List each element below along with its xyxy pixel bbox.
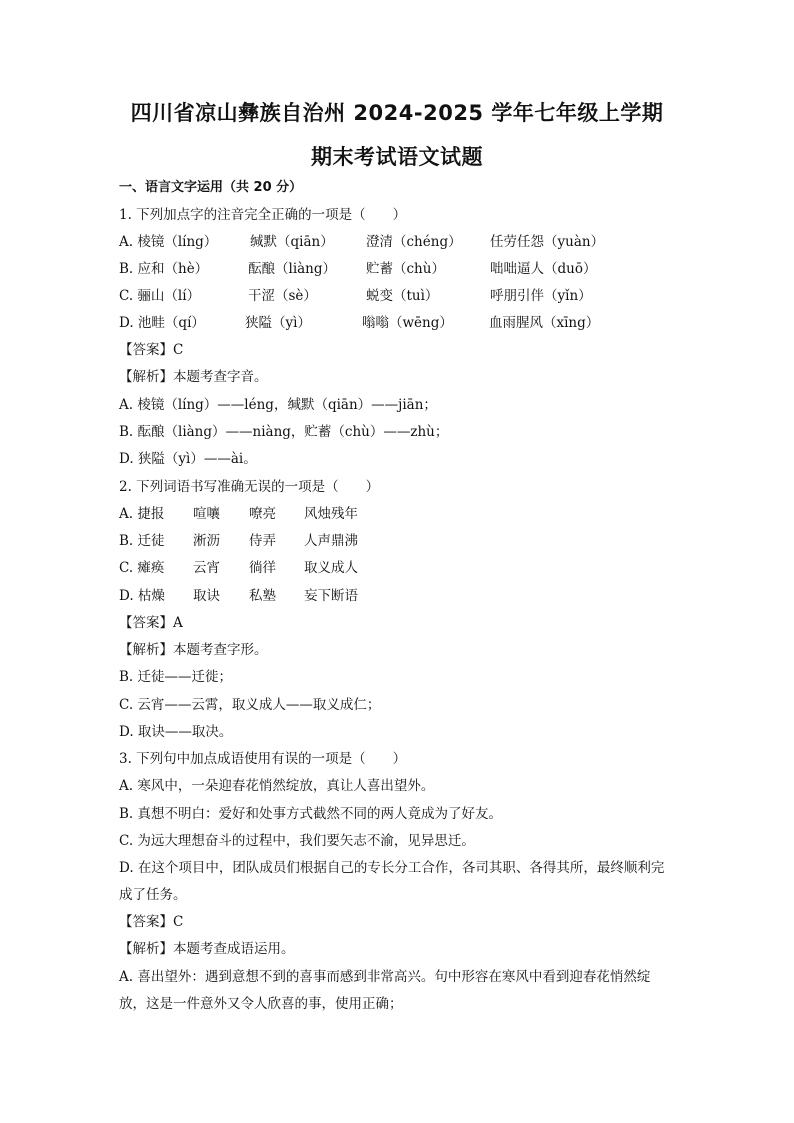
option-cell: 蜕变（tuì） — [366, 288, 439, 304]
analysis-line: 【解析】本题考查成语运用。 — [119, 941, 295, 957]
question-stem: 3. 下列句中加点成语使用有误的一项是（ ） — [119, 751, 407, 767]
document-subtitle: 期末考试语文试题 — [311, 145, 483, 169]
option-cell: 取义成人 — [304, 560, 358, 576]
option-cell: 贮蓄（chù） — [366, 261, 445, 277]
option-cell: 云宵 — [193, 560, 220, 576]
option-cell: D. 池畦（qí） — [119, 315, 205, 331]
option-cell: 呼朋引伴（yǐn） — [490, 288, 592, 304]
option-cell: B. 迁徒 — [119, 533, 165, 549]
option-cell: D. 枯燥 — [119, 588, 165, 604]
question-stem: 1. 下列加点字的注音完全正确的一项是（ ） — [119, 207, 407, 223]
option-cell: 咄咄逼人（duō） — [490, 261, 597, 277]
option-cell: 人声鼎沸 — [304, 533, 358, 549]
option-cell: C. 瘫痪 — [119, 560, 165, 576]
analysis-line: 【解析】本题考查字音。 — [119, 369, 268, 385]
analysis-note: D. 狭隘（yì）——ài。 — [119, 451, 257, 467]
option-cell: 淅沥 — [193, 533, 220, 549]
option-cell: B. 应和（hè） — [119, 261, 209, 277]
analysis-paragraph: A. 喜出望外：遇到意想不到的喜事而感到非常高兴。句中形容在寒风中看到迎春花悄然绽放，这是一件意外又令人欣喜的事，使用正确； — [119, 969, 651, 1012]
option-line: B. 真想不明白：爱好和处事方式截然不同的两人竟成为了好友。 — [119, 806, 503, 822]
option-line: A. 寒风中，一朵迎春花悄然绽放，真让人喜出望外。 — [119, 778, 435, 794]
question-stem: 2. 下列词语书写准确无误的一项是（ ） — [119, 479, 380, 495]
option-cell: 徜徉 — [249, 560, 276, 576]
option-cell: 喧嚷 — [193, 506, 220, 522]
answer-line: 【答案】C — [119, 914, 184, 930]
answer-line: 【答案】A — [119, 615, 183, 631]
section-heading: 一、语言文字运用（共 20 分） — [119, 180, 303, 195]
analysis-note: D. 取诀——取决。 — [119, 724, 233, 740]
option-cell: A. 棱镜（líng） — [119, 234, 218, 250]
analysis-line: 【解析】本题考查字形。 — [119, 642, 268, 658]
analysis-note: C. 云宵——云霄，取义成人——取义成仁； — [119, 697, 381, 713]
analysis-note: B. 酝酿（liàng）——niàng，贮蓄（chù）——zhù； — [119, 424, 449, 440]
option-cell: C. 骊山（lí） — [119, 288, 201, 304]
option-cell: 嗡嗡（wēng） — [362, 315, 453, 331]
option-cell: 嘹亮 — [249, 506, 276, 522]
option-cell: 取诀 — [193, 588, 220, 604]
option-paragraph: D. 在这个项目中，团队成员们根据自己的专长分工合作，各司其职、各得其所，最终顺利完成了任务。 — [119, 860, 665, 903]
option-cell: A. 捷报 — [119, 506, 165, 522]
analysis-note: A. 棱镜（líng）——léng，缄默（qiān）——jiān； — [119, 397, 437, 413]
option-cell: 狭隘（yì） — [245, 315, 311, 331]
option-cell: 私塾 — [249, 588, 276, 604]
answer-line: 【答案】C — [119, 342, 184, 358]
option-cell: 缄默（qiān） — [250, 234, 334, 250]
option-cell: 血雨腥风（xīng） — [489, 315, 600, 331]
option-cell: 任劳任怨（yuàn） — [490, 234, 605, 250]
option-cell: 干涩（sè） — [248, 288, 317, 304]
option-cell: 妄下断语 — [304, 588, 358, 604]
document-title: 四川省凉山彝族自治州 2024-2025 学年七年级上学期 — [130, 101, 664, 125]
option-cell: 侍弄 — [249, 533, 276, 549]
option-cell: 澄清（chéng） — [366, 234, 462, 250]
option-line: C. 为远大理想奋斗的过程中，我们要矢志不渝，见异思迁。 — [119, 833, 475, 849]
option-cell: 风烛残年 — [304, 506, 358, 522]
option-cell: 酝酿（liàng） — [248, 261, 337, 277]
analysis-note: B. 迁徒——迁徙； — [119, 669, 233, 685]
